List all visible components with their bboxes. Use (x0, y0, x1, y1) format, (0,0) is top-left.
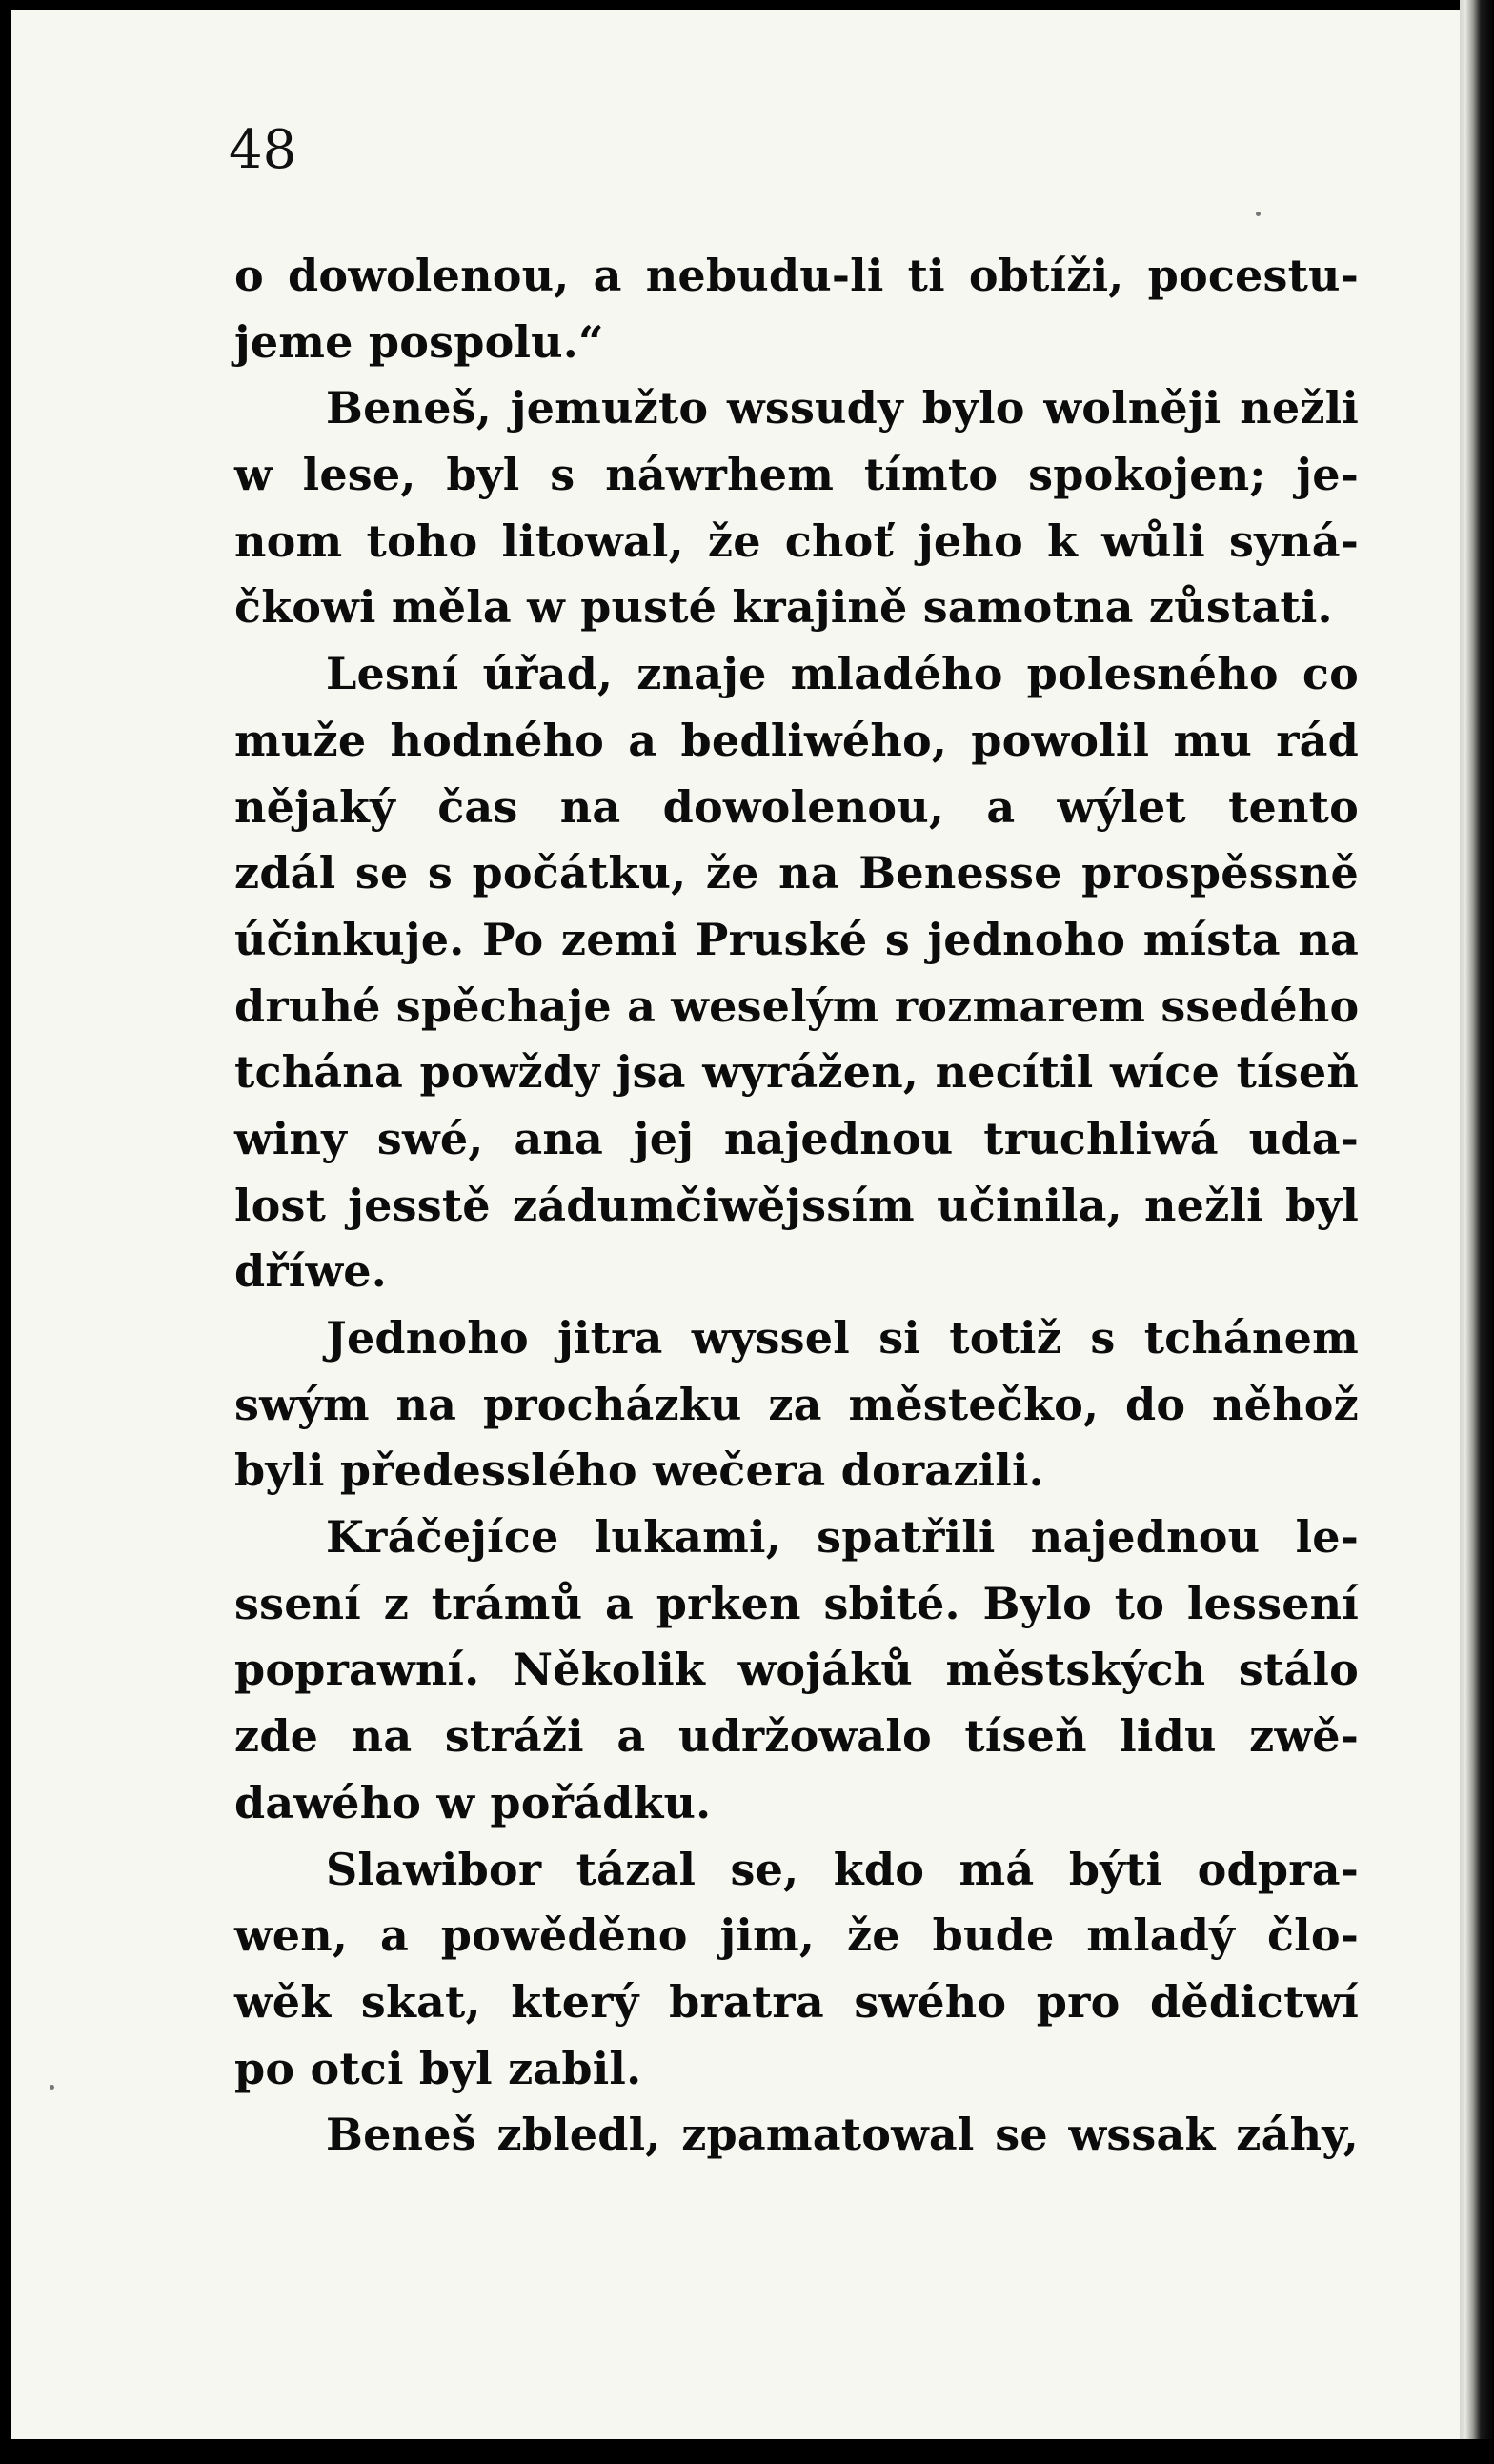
text-line: byli předesslého wečera dorazili. (234, 1444, 1044, 1497)
text-line: zdál se s počátku, že na Benesse prospěssně (234, 847, 1359, 899)
text-line: lost jesstě zádumčiwějssím učinila, nežli byl (234, 1179, 1359, 1231)
text-line: o dowolenou, a nebudu-li ti obtíži, pocestu- (234, 250, 1359, 301)
text-line: ssení z trámů a prken sbité. Bylo to lessení (234, 1577, 1359, 1629)
text-line: w lese, byl s náwrhem tímto spokojen; je- (234, 449, 1359, 501)
text-line: Kráčejíce lukami, spatřili najednou le- (326, 1511, 1359, 1564)
text-line: Lesní úřad, znaje mladého polesného co (326, 648, 1359, 700)
text-line: wěk skat, který bratra swého pro dědictwí (234, 1975, 1359, 2028)
page-number: 48 (229, 119, 297, 181)
text-line: muže hodného a bedliwého, powolil mu rád (234, 714, 1359, 766)
text-line: dawého w pořádku. (234, 1776, 712, 1828)
text-line: poprawní. Několik wojáků městských stálo (234, 1644, 1359, 1696)
text-line: Jednoho jitra wyssel si totiž s tchánem (326, 1312, 1359, 1363)
text-line: swým na procházku za městečko, do něhož (234, 1378, 1359, 1430)
paper-speck (50, 2085, 54, 2090)
text-line: nom toho litowal, že choť jeho k wůli syná- (234, 515, 1359, 567)
page-edge-shadow (1460, 0, 1494, 2464)
text-line: čkowi měla w pusté krajině samotna zůstati. (234, 581, 1333, 634)
bottom-border (0, 2439, 1494, 2464)
text-line: dříwe. (234, 1245, 387, 1298)
text-line: po otci byl zabil. (234, 2042, 642, 2094)
text-line: druhé spěchaje a weselým rozmarem ssedého (234, 980, 1360, 1032)
text-line: tchána powždy jsa wyrážen, necítil wíce tíseň (234, 1046, 1359, 1099)
text-line: účinkuje. Po zemi Pruské s jednoho místa na (234, 913, 1359, 965)
text-line: Slawibor tázal se, kdo má býti odpra- (326, 1843, 1359, 1895)
text-line: nějaký čas na dowolenou, a wýlet tento (234, 780, 1359, 833)
text-line: Beneš zbledl, zpamatowal se wssak záhy, (326, 2109, 1359, 2161)
text-line: winy swé, ana jej najednou truchliwá uda- (234, 1112, 1359, 1164)
text-line: wen, a powěděno jim, že bude mladý člo- (234, 1909, 1359, 1962)
paper-speck (1256, 212, 1261, 216)
text-line: zde na stráži a udržowalo tíseň lidu zwě- (234, 1710, 1359, 1763)
text-line: jeme pospolu.“ (234, 315, 604, 368)
text-line: Beneš, jemužto wssudy bylo wolněji nežli (326, 382, 1359, 434)
body-text (234, 243, 1359, 2169)
